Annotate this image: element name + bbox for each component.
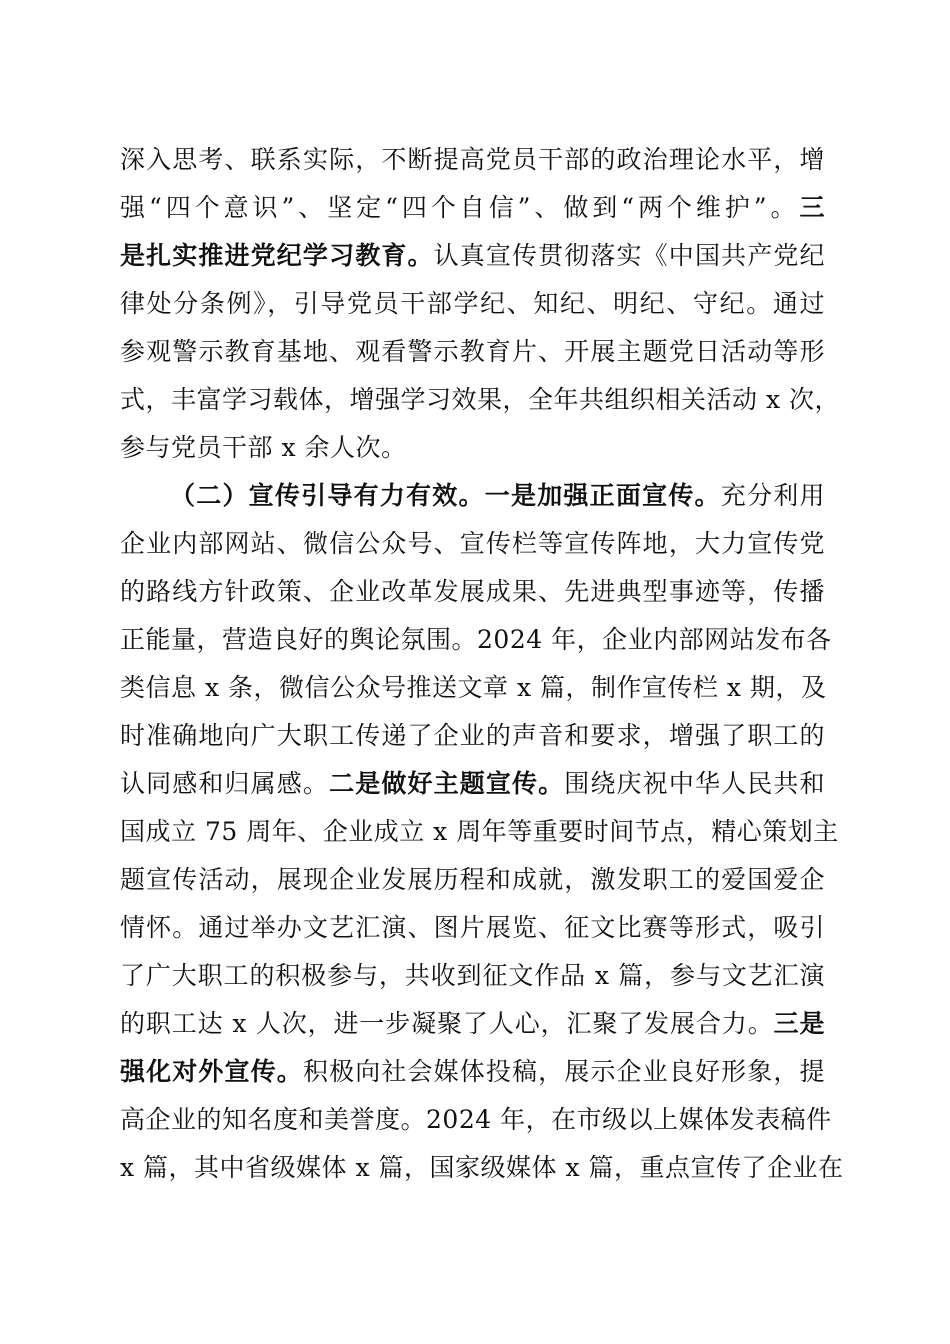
section-heading: （二）宣传引导有力有效。一是加强正面宣传。 xyxy=(170,481,721,510)
text-line: 认同感和归属感。二是做好主题宣传。围绕庆祝中华人民共和 xyxy=(120,769,825,798)
text-line: 题宣传活动，展现企业发展历程和成就，激发职工的爱国爱企 xyxy=(120,865,825,894)
bold-heading: 是扎实推进党纪学习教育。 xyxy=(120,241,434,270)
text-line: 律处分条例》，引导党员干部学纪、知纪、明纪、守纪。通过 xyxy=(120,289,825,318)
text-line: 是扎实推进党纪学习教育。认真宣传贯彻落实《中国共产党纪 xyxy=(120,241,825,270)
text-line: 国成立 75 周年、企业成立 x 周年等重要时间节点，精心策划主 xyxy=(120,817,839,846)
bold-heading: 强化对外宣传。 xyxy=(120,1057,303,1086)
text-line: 类信息 x 条，微信公众号推送文章 x 篇，制作宣传栏 x 期，及 xyxy=(120,673,827,702)
text-line: 参观警示教育基地、观看警示教育片、开展主题党日活动等形 xyxy=(120,337,825,366)
text-line: 深入思考、联系实际，不断提高党员干部的政治理论水平，增 xyxy=(120,145,825,174)
text-line: 参与党员干部 x 余人次。 xyxy=(120,433,407,462)
text-line: 企业内部网站、微信公众号、宣传栏等宣传阵地，大力宣传党 xyxy=(120,529,825,558)
text-line: 高企业的知名度和美誉度。2024 年，在市级以上媒体发表稿件 xyxy=(120,1105,832,1134)
text-line: x 篇，其中省级媒体 x 篇，国家级媒体 x 篇，重点宣传了企业在 xyxy=(120,1153,844,1182)
text-line: （二）宣传引导有力有效。一是加强正面宣传。充分利用 xyxy=(170,481,825,510)
paragraph-1 xyxy=(120,136,840,472)
text-line: 的职工达 x 人次，进一步凝聚了人心，汇聚了发展合力。三是 xyxy=(120,1009,825,1038)
text-line: 时准确地向广大职工传递了企业的声音和要求，增强了职工的 xyxy=(120,721,825,750)
text-line: 情怀。通过举办文艺汇演、图片展览、征文比赛等形式，吸引 xyxy=(120,913,825,942)
text-line: 强化对外宣传。积极向社会媒体投稿，展示企业良好形象，提 xyxy=(120,1057,825,1086)
bold-heading: 三 xyxy=(799,193,825,222)
document-body xyxy=(120,136,844,1192)
text-line: 式，丰富学习载体，增强学习效果，全年共组织相关活动 x 次， xyxy=(120,385,840,414)
text-line: 了广大职工的积极参与，共收到征文作品 x 篇，参与文艺汇演 xyxy=(120,961,825,990)
text-line: 正能量，营造良好的舆论氛围。2024 年，企业内部网站发布各 xyxy=(120,625,832,654)
bold-heading: 二是做好主题宣传。 xyxy=(329,769,565,798)
bold-heading: 三是 xyxy=(773,1009,825,1038)
text-line: 的路线方针政策、企业改革发展成果、先进典型事迹等，传播 xyxy=(120,577,825,606)
paragraph-2 xyxy=(120,472,844,1192)
text-line: 强“四个意识”、坚定“四个自信”、做到“两个维护”。三 xyxy=(120,193,825,222)
